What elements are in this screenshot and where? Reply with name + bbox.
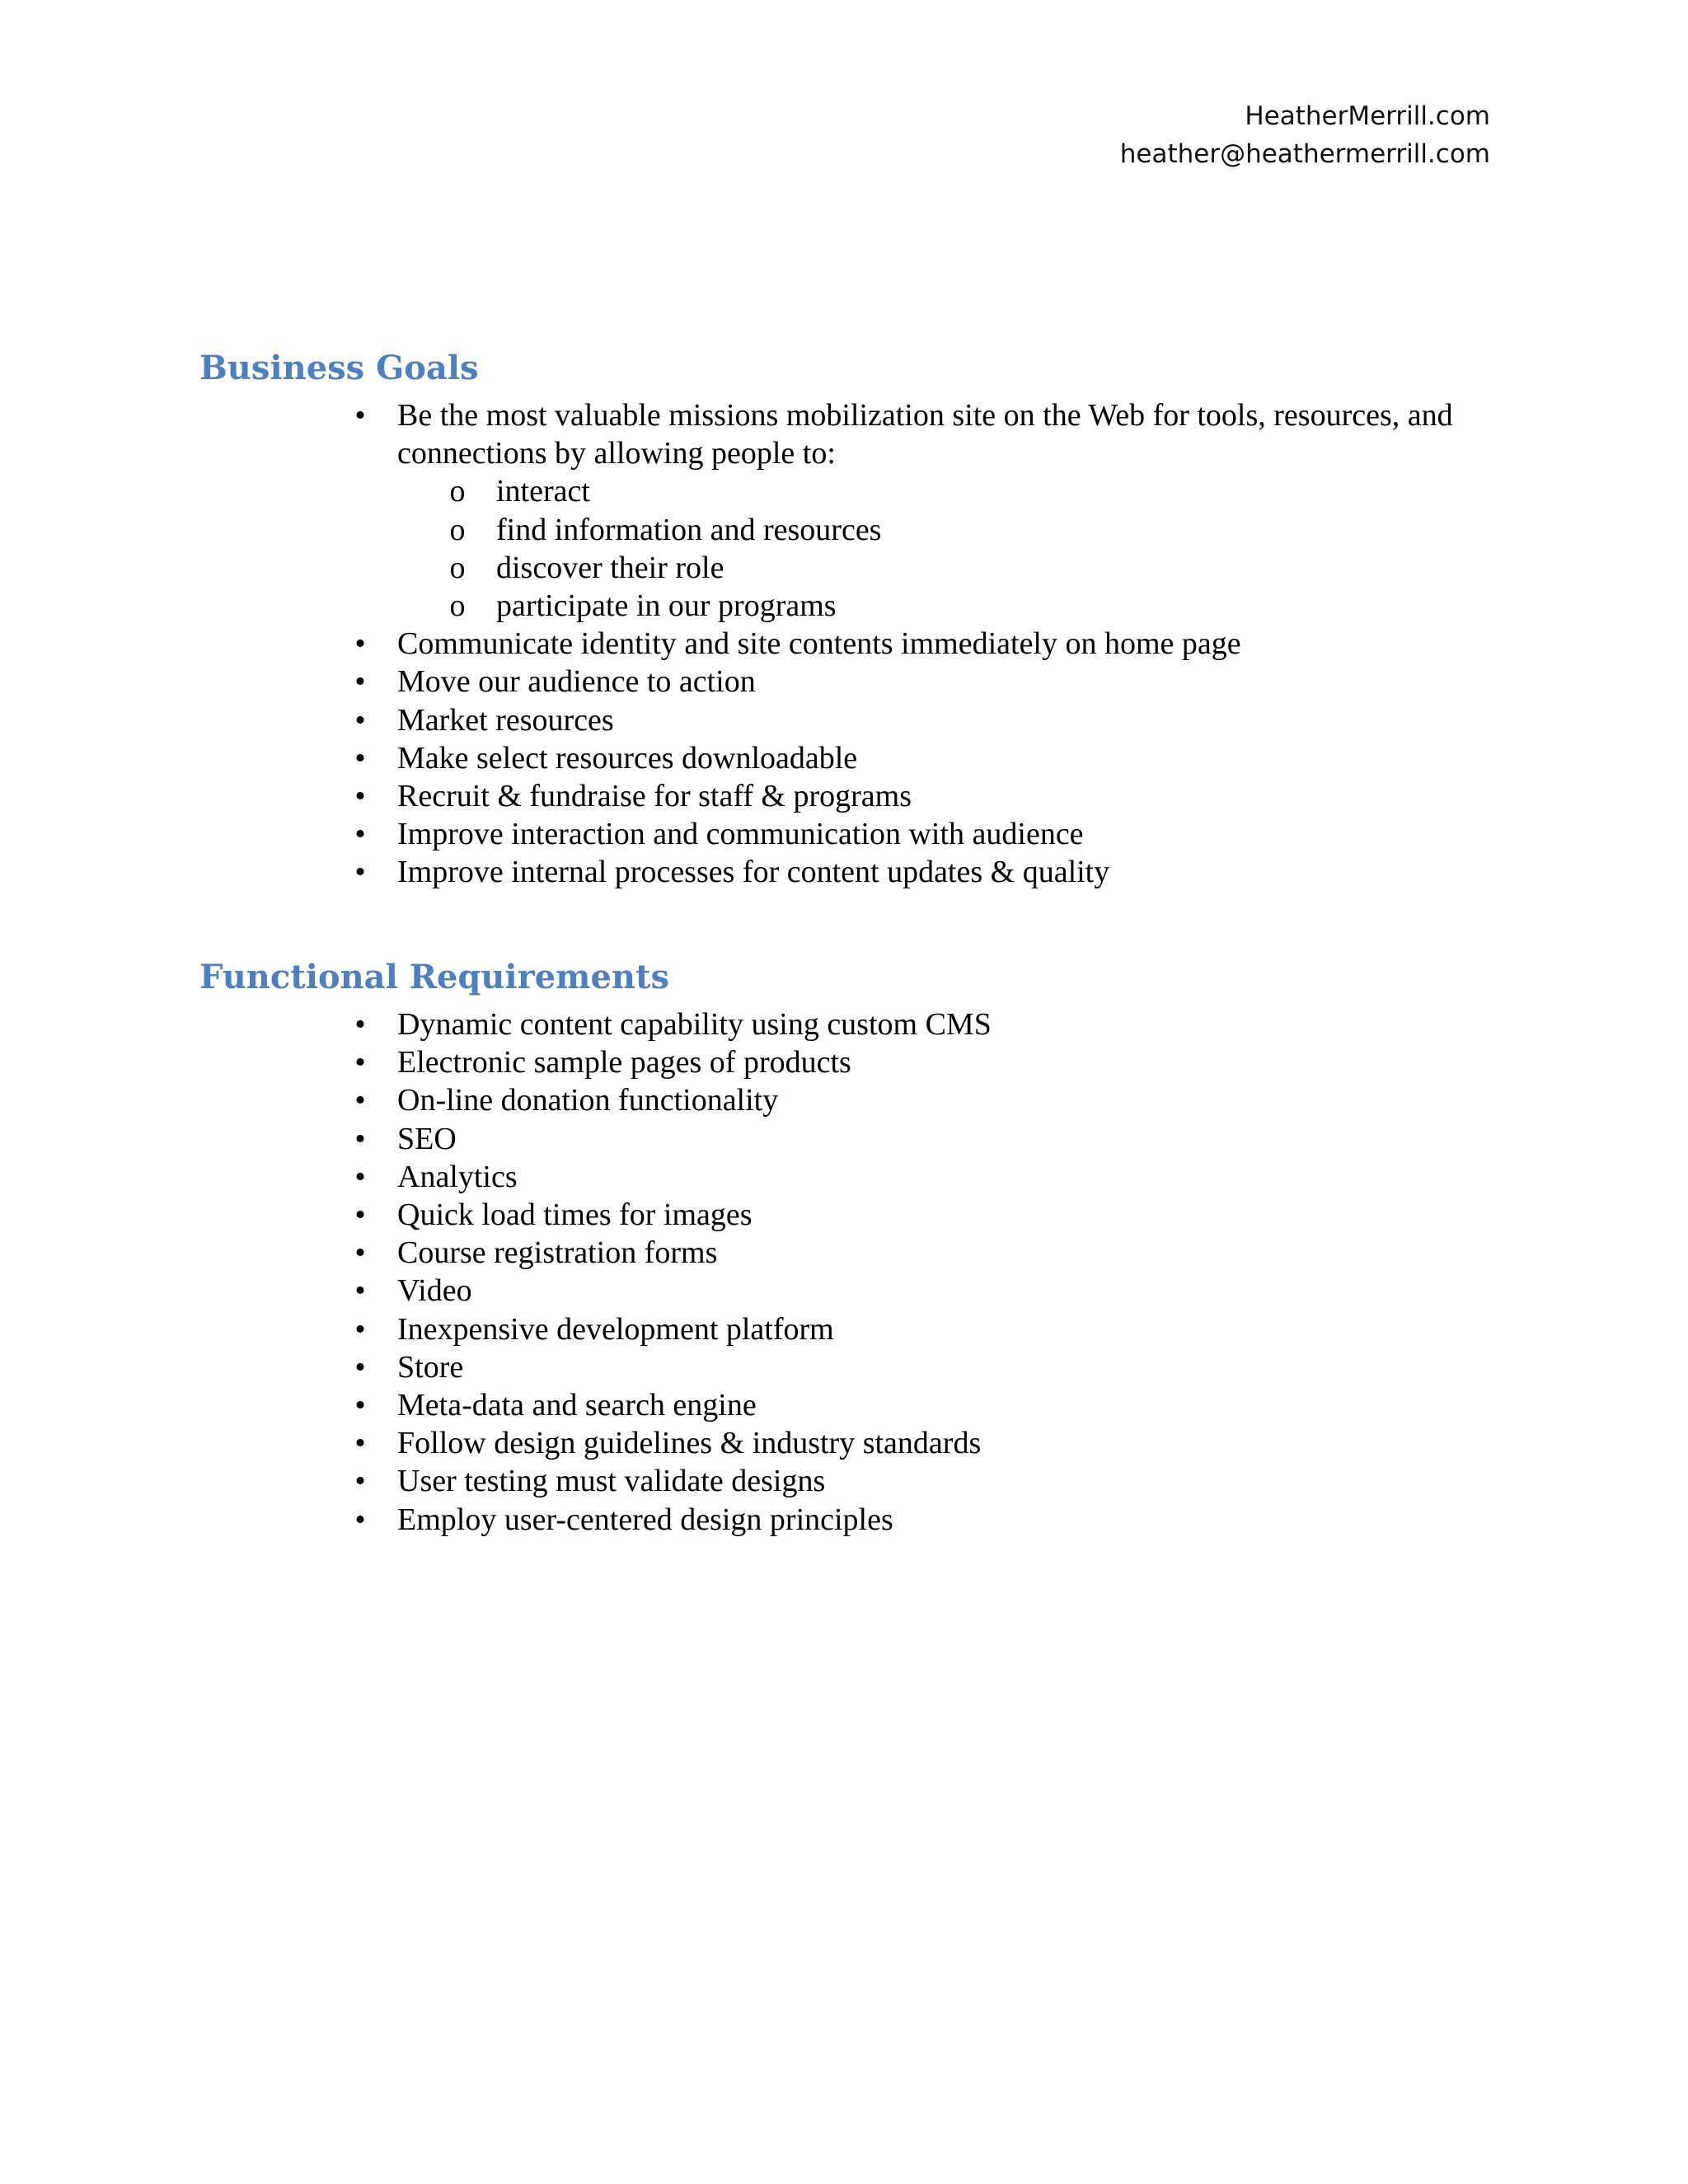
list-item-text: Make select resources downloadable — [397, 740, 858, 776]
list-item — [354, 701, 1485, 739]
sub-item-text: find information and resources — [496, 512, 882, 547]
list-item — [354, 739, 1485, 777]
bullet-icon: • — [354, 398, 366, 433]
list-item-text: SEO — [397, 1121, 457, 1156]
list-item-text: Quick load times for images — [397, 1197, 753, 1233]
bullet-icon: • — [354, 1502, 366, 1537]
bullet-icon: • — [354, 1426, 366, 1461]
list-item — [354, 1424, 1485, 1462]
bullet-icon: • — [354, 1464, 366, 1499]
list-item — [354, 663, 1485, 701]
list-item — [354, 853, 1485, 891]
contact-email: heather@heathermerrill.com — [1119, 139, 1490, 169]
list-item — [354, 625, 1485, 663]
list-item-text: Improve interaction and communication with audience — [397, 817, 1084, 852]
sub-list-item — [449, 511, 1485, 549]
list-item-text: Store — [397, 1349, 464, 1385]
list-item-text: Follow design guidelines & industry standards — [397, 1426, 982, 1461]
bullet-icon: • — [354, 626, 366, 662]
bullet-icon: • — [354, 1349, 366, 1385]
list-item — [354, 1272, 1485, 1310]
bullet-icon: • — [354, 779, 366, 814]
list-item — [354, 1196, 1485, 1234]
list-item — [354, 1348, 1485, 1386]
bullet-icon: • — [354, 1197, 366, 1233]
site-name: HeatherMerrill.com — [1245, 101, 1490, 131]
circle-bullet-icon: o — [449, 550, 466, 585]
list-item-text: Video — [397, 1273, 472, 1309]
list-item-text: Course registration forms — [397, 1235, 718, 1271]
bullet-icon: • — [354, 1311, 366, 1347]
list-item — [354, 1120, 1485, 1158]
circle-bullet-icon: o — [449, 588, 466, 624]
bullet-icon: • — [354, 702, 366, 738]
list-item — [354, 1386, 1485, 1424]
bullet-icon: • — [354, 664, 366, 700]
list-item — [354, 815, 1485, 853]
list-item — [354, 1501, 1485, 1539]
list-item-text: Improve internal processes for content updates & quality — [397, 855, 1110, 890]
sub-list-item — [449, 549, 1485, 587]
list-item-text: User testing must validate designs — [397, 1464, 826, 1499]
circle-bullet-icon: o — [449, 474, 466, 509]
bullet-icon: • — [354, 1159, 366, 1194]
list-item-text: Move our audience to action — [397, 664, 756, 700]
sub-list-item — [449, 587, 1485, 625]
list-item-text: Recruit & fundraise for staff & programs — [397, 779, 912, 814]
business-goals-heading: Business Goals — [199, 349, 479, 387]
bullet-icon: • — [354, 1121, 366, 1156]
list-item — [354, 1462, 1485, 1500]
list-item — [354, 1043, 1485, 1081]
bullet-icon: • — [354, 1388, 366, 1423]
sub-item-text: participate in our programs — [496, 588, 837, 624]
contact-header — [1120, 97, 1490, 173]
list-item-text: Analytics — [397, 1159, 518, 1194]
bullet-icon: • — [354, 855, 366, 890]
list-item — [354, 777, 1485, 815]
list-item-text: On-line donation functionality — [397, 1083, 779, 1118]
list-item-text: Inexpensive development platform — [397, 1311, 834, 1347]
list-item-text: Market resources — [397, 702, 614, 738]
bullet-icon: • — [354, 1045, 366, 1080]
list-item — [354, 1081, 1485, 1119]
sub-list-item — [449, 472, 1485, 510]
business-goals-list — [354, 396, 1485, 892]
functional-requirements-heading: Functional Requirements — [199, 958, 669, 996]
list-item-text: Dynamic content capability using custom CMS — [397, 1007, 992, 1042]
sub-list — [397, 472, 1485, 625]
list-item-text: Meta-data and search engine — [397, 1388, 757, 1423]
bullet-icon: • — [354, 1235, 366, 1271]
functional-requirements-list — [354, 1005, 1485, 1539]
list-item-text: Communicate identity and site contents immediately on home page — [397, 626, 1241, 662]
bullet-icon: • — [354, 817, 366, 852]
list-item — [354, 1310, 1485, 1348]
list-item — [354, 1158, 1485, 1196]
sub-item-text: interact — [496, 474, 590, 509]
bullet-icon: • — [354, 1273, 366, 1309]
list-item — [354, 396, 1485, 625]
list-item-text: Electronic sample pages of products — [397, 1045, 851, 1080]
list-item — [354, 1005, 1485, 1043]
circle-bullet-icon: o — [449, 512, 466, 547]
sub-item-text: discover their role — [496, 550, 724, 585]
bullet-icon: • — [354, 1007, 366, 1042]
list-item-text: Employ user-centered design principles — [397, 1502, 893, 1537]
list-item — [354, 1234, 1485, 1272]
bullet-icon: • — [354, 740, 366, 776]
bullet-icon: • — [354, 1083, 366, 1118]
list-item-text: Be the most valuable missions mobilization site on the Web for tools, resources, and connections by allowing people to: — [397, 398, 1453, 471]
